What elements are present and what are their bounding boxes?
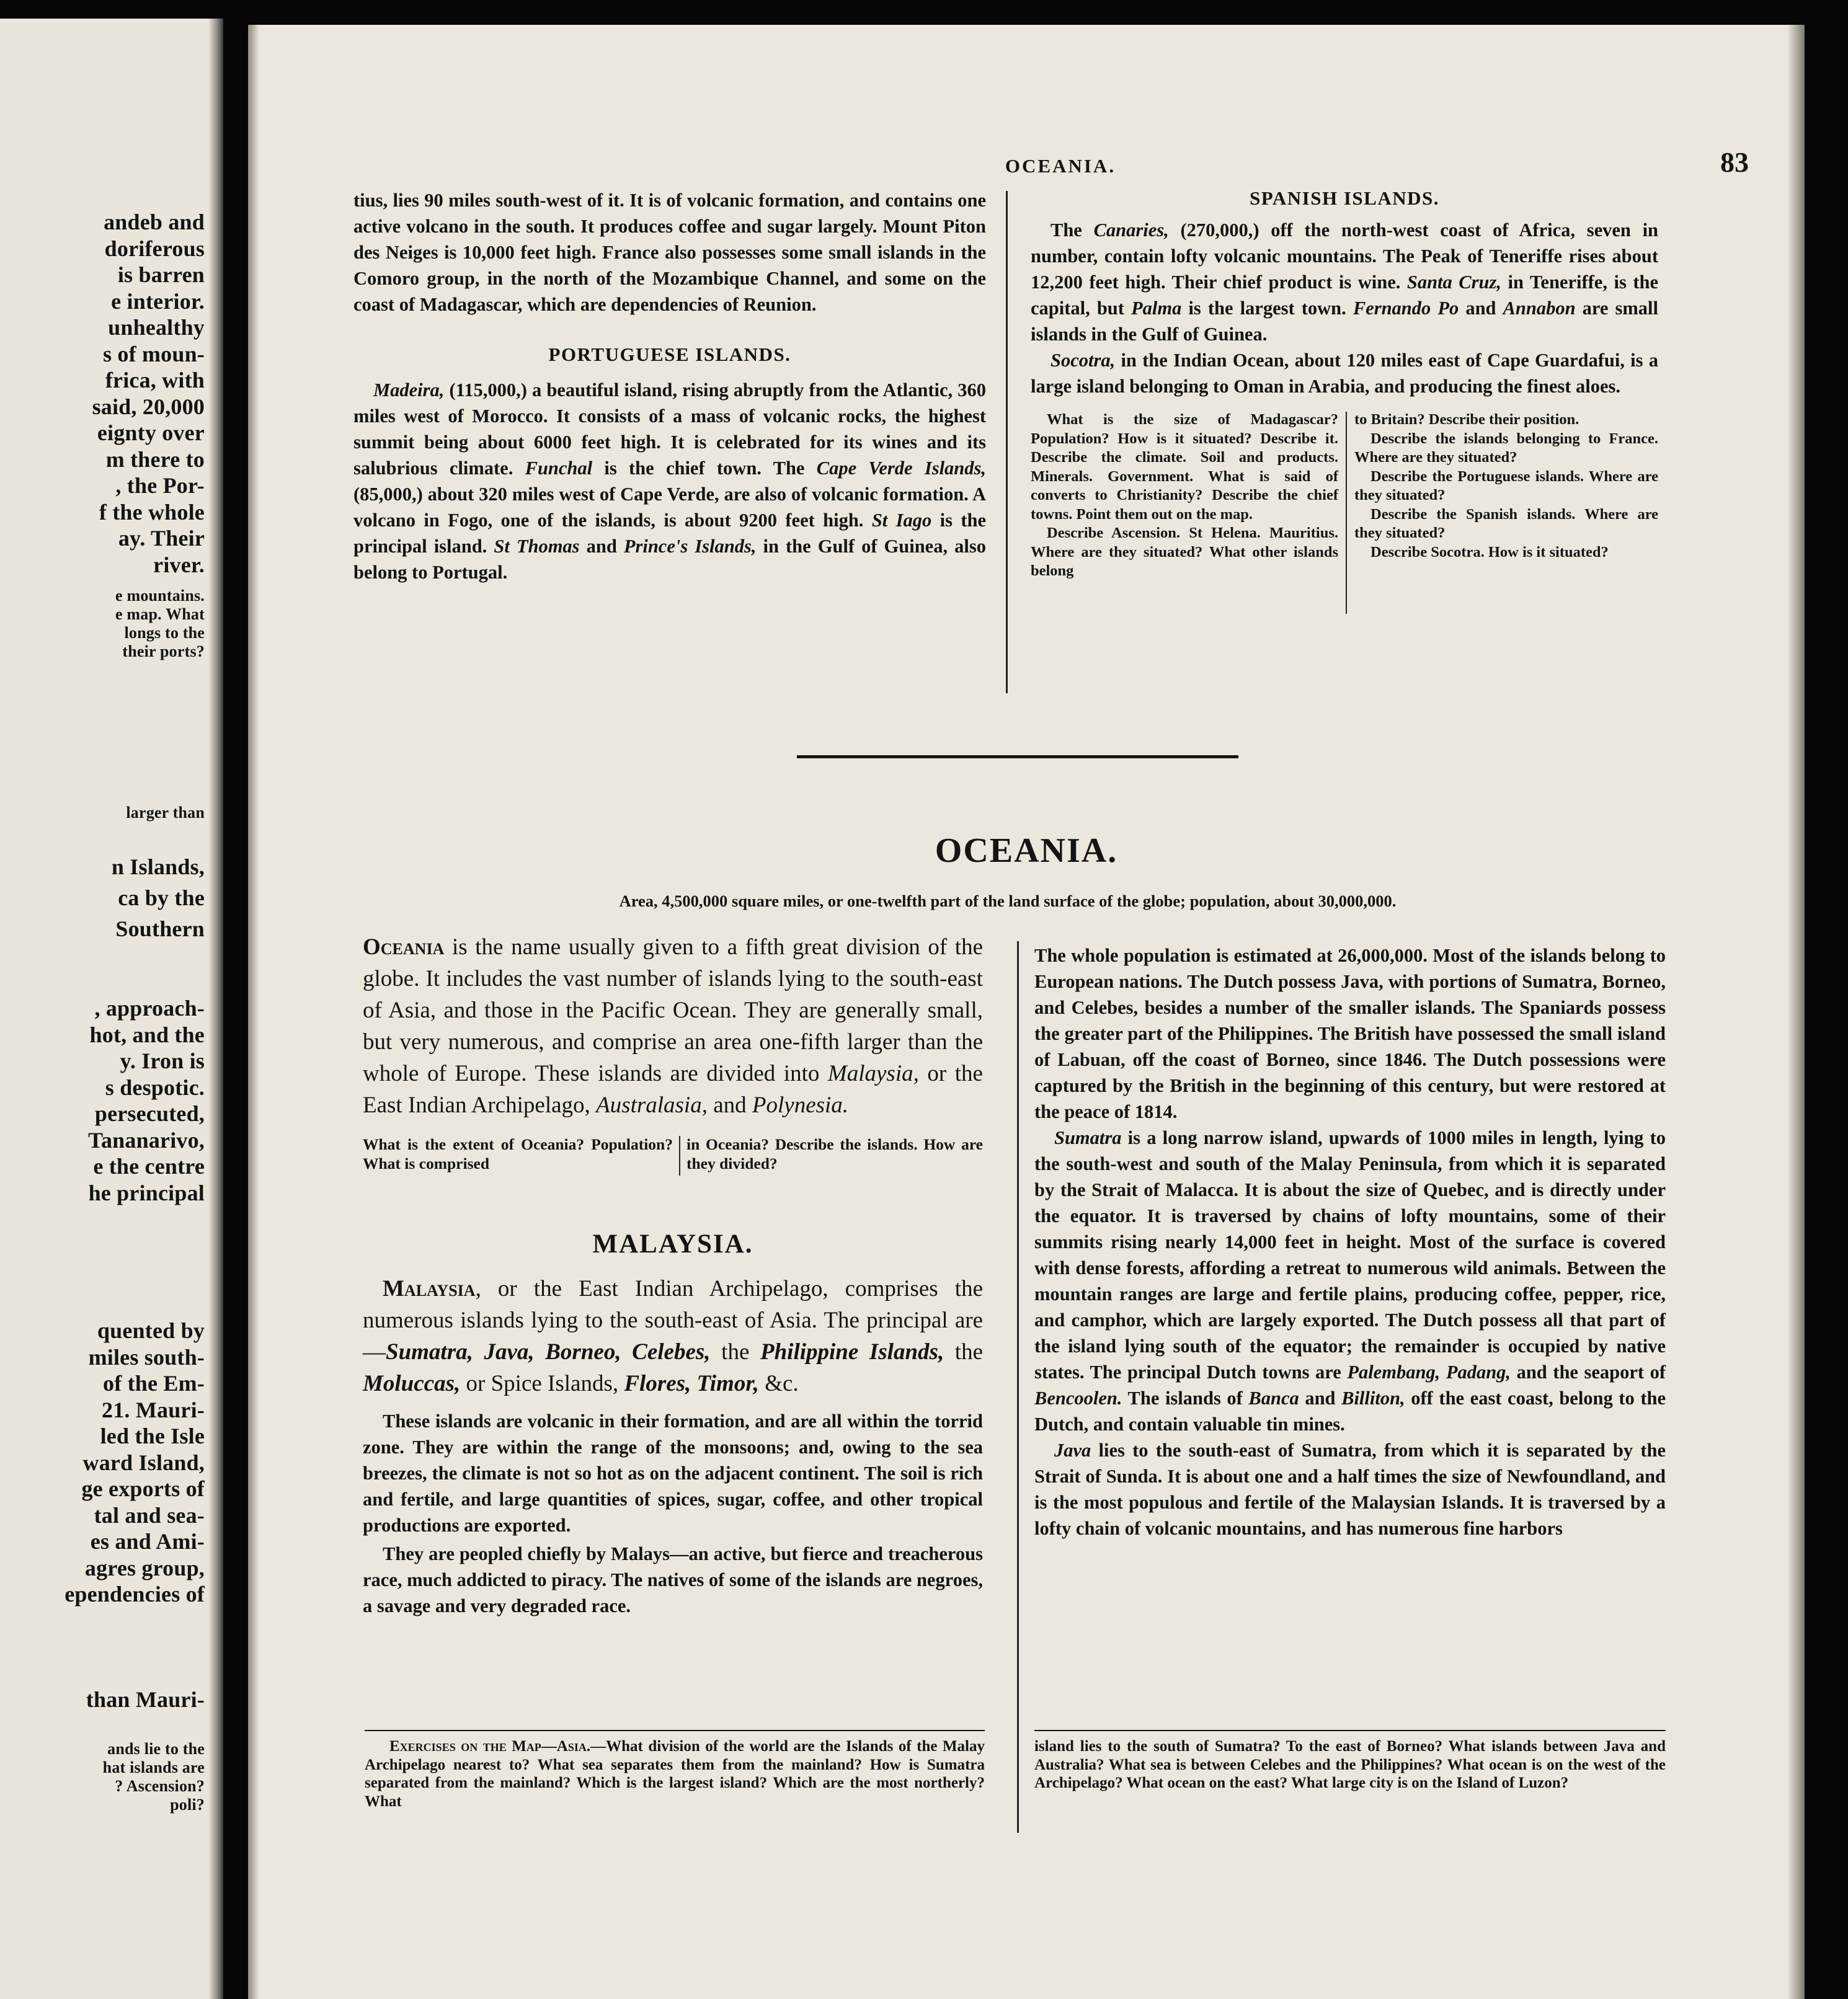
previous-page-line: e mountains.: [115, 587, 205, 605]
page-gutter-shadow: [208, 19, 223, 1999]
malaysia-people: They are peopled chiefly by Malays—an active, but fierce and treacherous race, much addicted to piracy. The natives of some of the islands are negroes, a savage and very degraded race.: [363, 1543, 983, 1616]
oceania-question-divider: [679, 1136, 680, 1176]
previous-page-line: andeb and: [104, 210, 205, 234]
previous-page-line: Southern: [115, 916, 205, 941]
previous-page-line: longs to the: [124, 624, 205, 642]
previous-page-line: ands lie to the: [107, 1740, 205, 1758]
page-number: 83: [1720, 146, 1749, 178]
malaysia-climate: These islands are volcanic in their formation, and are all within the torrid zone. They are within the range of the monsoons; and, owing to the sea breezes, the climate is not so hot as on the adjacent continent. The soil is rich and fertile, and large quantities of spices, sugar, coffee, and other tropical productions are exported.: [363, 1411, 983, 1536]
previous-page-line: , the Por-: [115, 473, 205, 498]
africa-questions-left: [1031, 410, 1338, 581]
previous-page-line: e the centre: [93, 1154, 205, 1179]
question-portuguese: Describe the Portuguese islands. Where are they situated?: [1354, 468, 1658, 503]
previous-page-line: eignty over: [97, 420, 205, 445]
portuguese-heading: PORTUGUESE ISLANDS.: [548, 344, 791, 365]
exercises-left: [365, 1737, 985, 1811]
oceania-question-left: What is the extent of Oceania? Population? What is comprised: [363, 1135, 673, 1172]
previous-page-line: doriferous: [104, 236, 205, 261]
previous-page-line: s of moun-: [102, 341, 205, 366]
question-madagascar: What is the size of Madagascar? Population? How is it situated? Describe it. Describe the climate. Soil and products. Minerals. Government. What is said of converts to Christianity? Describe the chief towns. Point them out on the map.: [1031, 411, 1338, 523]
previous-page-line: poli?: [170, 1796, 205, 1814]
exercise-rule-right: [1034, 1730, 1666, 1731]
previous-page-line: m there to: [105, 446, 205, 472]
africa-questions: [1031, 410, 1658, 615]
previous-page-line: ge exports of: [81, 1476, 205, 1501]
previous-page-line: frica, with: [105, 368, 205, 392]
top-left-column: [353, 187, 986, 585]
spanish-paragraph-socotra: Socotra, in the Indian Ocean, about 120 miles east of Cape Guardafui, is a large island belonging to Oman in Arabia, and producing the finest aloes.: [1031, 350, 1658, 397]
previous-page-line: s despotic.: [105, 1075, 205, 1100]
previous-page-line: ay. Their: [118, 526, 205, 551]
oceania-questions: [363, 1135, 983, 1178]
previous-page-line: Tananarivo,: [88, 1127, 205, 1153]
population-paragraph: The whole population is estimated at 26,000,000. Most of the islands belong to European nations. The Dutch possess Java, with portions of Sumatra, Borneo, and Celebes, besides a number of the smaller islands. The Spaniards possess the greater part of the Philippines. The British have possessed the small island of Labuan, off the coast of Borneo, since 1846. The Dutch possessions were captured by the British in the beginning of this century, but were restored at the peace of 1814.: [1034, 945, 1666, 1122]
page-right-shadow: [1787, 25, 1805, 1999]
question-ascension: Describe Ascension. St Helena. Mauritius. Where are they situated? What other islands belong: [1031, 525, 1338, 579]
previous-page-line: n Islands,: [111, 854, 205, 879]
column-divider-top: [1006, 191, 1008, 693]
portuguese-paragraph: Madeira, (115,000,) a beautiful island, rising abruptly from the Atlantic, 360 miles west of Morocco. It consists of a mass of volcanic rocks, the highest summit being about 6000 feet high. It is celebrated for its wines and its salubrious climate. Funchal is the chief town. The Cape Verde Islands, (85,000,) about 320 miles west of Cape Verde, are also of volcanic formation. A volcano in Fogo, one of the islands, is about 9200 feet high. St Iago is the principal island. St Thomas and Prince's Islands, in the Gulf of Guinea, also belong to Portugal.: [353, 379, 987, 583]
previous-page-line: e map. What: [115, 605, 205, 623]
exercise-rule-left: [365, 1730, 985, 1731]
exercises-left-text: Exercises on the Map—Asia.—What division of the world are the Islands of the Malay Archipelago nearest to? What sea separates them from the mainland? How is Sumatra separated from the mainland? Which is the largest island? Which are the most northerly? What: [365, 1738, 985, 1810]
previous-page-line: es and Ami-: [90, 1529, 205, 1554]
previous-page-line: larger than: [126, 804, 205, 822]
previous-page-line: tal and sea-: [94, 1502, 205, 1528]
africa-questions-right: [1354, 410, 1658, 562]
previous-page-line: e interior.: [111, 288, 205, 314]
oceania-title: OCEANIA.: [935, 831, 1118, 870]
previous-page-line: persecuted,: [94, 1101, 205, 1126]
previous-page-line: ward Island,: [82, 1450, 205, 1475]
previous-page-line: ependencies of: [64, 1582, 205, 1607]
previous-page-line: he principal: [88, 1180, 205, 1205]
exercises-right-text: island lies to the south of Sumatra? To the east of Borneo? What islands between Java and Australia? What sea is between Celebes and the Philippines? What ocean is on the west of the Archipelago? What ocean on the east? What large city is on the Island of Luzon?: [1034, 1738, 1666, 1791]
oceania-intro: Oceania is the name usually given to a fifth great division of the globe. It includes the vast number of islands lying to the south-east of Asia, and those in the Pacific Ocean. They are generally small, but very numerous, and comprise an area one-fifth larger than the whole of Europe. These islands are divided into Malaysia, or the East Indian Archipelago, Australasia, and Polynesia.: [363, 934, 983, 1118]
previous-page-line: y. Iron is: [120, 1048, 205, 1073]
running-head: OCEANIA.: [1005, 155, 1116, 177]
question-france: Describe the islands belonging to France. Where are they situated?: [1354, 430, 1658, 466]
previous-page-line: hat islands are: [102, 1758, 205, 1776]
previous-page-line: f the whole: [99, 499, 205, 525]
previous-page-line: ca by the: [118, 885, 205, 910]
oceania-questions-left: [363, 1135, 673, 1173]
lower-left-column: [363, 931, 983, 1619]
question-socotra: Describe Socotra. How is it situated?: [1370, 543, 1609, 561]
previous-page-line: is barren: [117, 262, 205, 287]
question-britain: to Britain? Describe their position.: [1354, 411, 1579, 428]
column-divider-lower: [1017, 941, 1019, 1833]
previous-page-line: said, 20,000: [92, 394, 205, 419]
previous-page-fragment: [0, 19, 223, 1999]
reunion-paragraph: tius, lies 90 miles south-west of it. It is of volcanic formation, and contains one active volcano in the south. It produces coffee and sugar largely. Mount Piton des Neiges is 10,000 feet high. France also possesses some small islands in the Comoro group, in the north of the Mozambique Channel, and some on the coast of Madagascar, which are dependencies of Reunion.: [353, 190, 986, 315]
malaysia-intro: Malaysia, or the East Indian Archipelago, comprises the numerous islands lying to the south-east of Asia. The principal are—Sumatra, Java, Borneo, Celebes, the Philippine Islands, the Moluccas, or Spice Islands, Flores, Timor, &c.: [363, 1276, 984, 1396]
previous-page-line: , approach-: [94, 996, 205, 1021]
java-paragraph: Java lies to the south-east of Sumatra, from which it is separated by the Strait of Sunda. It is about one and a half times the size of Newfoundland, and is the most populous and fertile of the Malaysian Islands. It is traversed by a lofty chain of volcanic mountains, and has numerous fine harbors: [1034, 1440, 1666, 1539]
sumatra-paragraph: Sumatra is a long narrow island, upwards of 1000 miles in length, lying to the south-west and south of the Malay Peninsula, from which it is separated by the Strait of Malacca. It is about the size of Quebec, and is directly under the equator. It is traversed by chains of lofty mountains, some of their summits rising nearly 14,000 feet in height. Most of the surface is covered with dense forests, affording a retreat to numerous wild animals. Between the mountain ranges are large and fertile plains, producing coffee, pepper, rice, and camphor, which are largely exported. The Dutch possess all that part of the island lying south of the equator; the remainder is occupied by native states. The principal Dutch towns are Palembang, Padang, and the seaport of Bencoolen. The islands of Banca and Billiton, off the east coast, belong to the Dutch, and contain valuable tin mines.: [1034, 1127, 1666, 1435]
spanish-heading: SPANISH ISLANDS.: [1250, 187, 1439, 209]
malaysia-heading: MALAYSIA.: [592, 1230, 753, 1259]
previous-page-line: unhealthy: [108, 315, 205, 340]
book-page: [248, 25, 1805, 1999]
previous-page-line: agres group,: [84, 1555, 205, 1580]
previous-page-line: 21. Mauri-: [102, 1397, 205, 1422]
previous-page-line: hot, and the: [89, 1022, 205, 1047]
oceania-area-line: Area, 4,500,000 square miles, or one-twelfth part of the land surface of the globe; population, about 30,000,000.: [619, 892, 1397, 910]
spanish-paragraph-canaries: The Canaries, (270,000,) off the north-west coast of Africa, seven in number, contain lofty volcanic mountains. The Peak of Teneriffe rises about 12,200 feet high. Their chief product is wine. Santa Cruz, in Teneriffe, is the capital, but Palma is the largest town. Fernando Po and Annabon are small islands in the Gulf of Guinea.: [1031, 219, 1659, 345]
question-spanish: Describe the Spanish islands. Where are they situated?: [1354, 505, 1658, 541]
previous-page-line: miles south-: [88, 1344, 205, 1370]
oceania-questions-right: [686, 1135, 983, 1173]
previous-page-line: ? Ascension?: [115, 1777, 205, 1795]
previous-page-line: led the Isle: [100, 1424, 205, 1448]
previous-page-line: of the Em-: [103, 1371, 205, 1396]
previous-page-line: their ports?: [122, 642, 205, 660]
exercises-right: [1034, 1737, 1666, 1793]
top-right-column: [1031, 187, 1658, 615]
previous-page-line: quented by: [97, 1318, 205, 1343]
section-rule: [797, 755, 1238, 758]
lower-right-column: [1034, 942, 1666, 1541]
page-left-shadow: [248, 25, 259, 1999]
oceania-question-right: in Oceania? Describe the islands. How are they divided?: [686, 1135, 983, 1172]
previous-page-line: than Mauri-: [86, 1687, 205, 1712]
question-divider: [1346, 412, 1347, 614]
previous-page-line: river.: [153, 552, 205, 577]
